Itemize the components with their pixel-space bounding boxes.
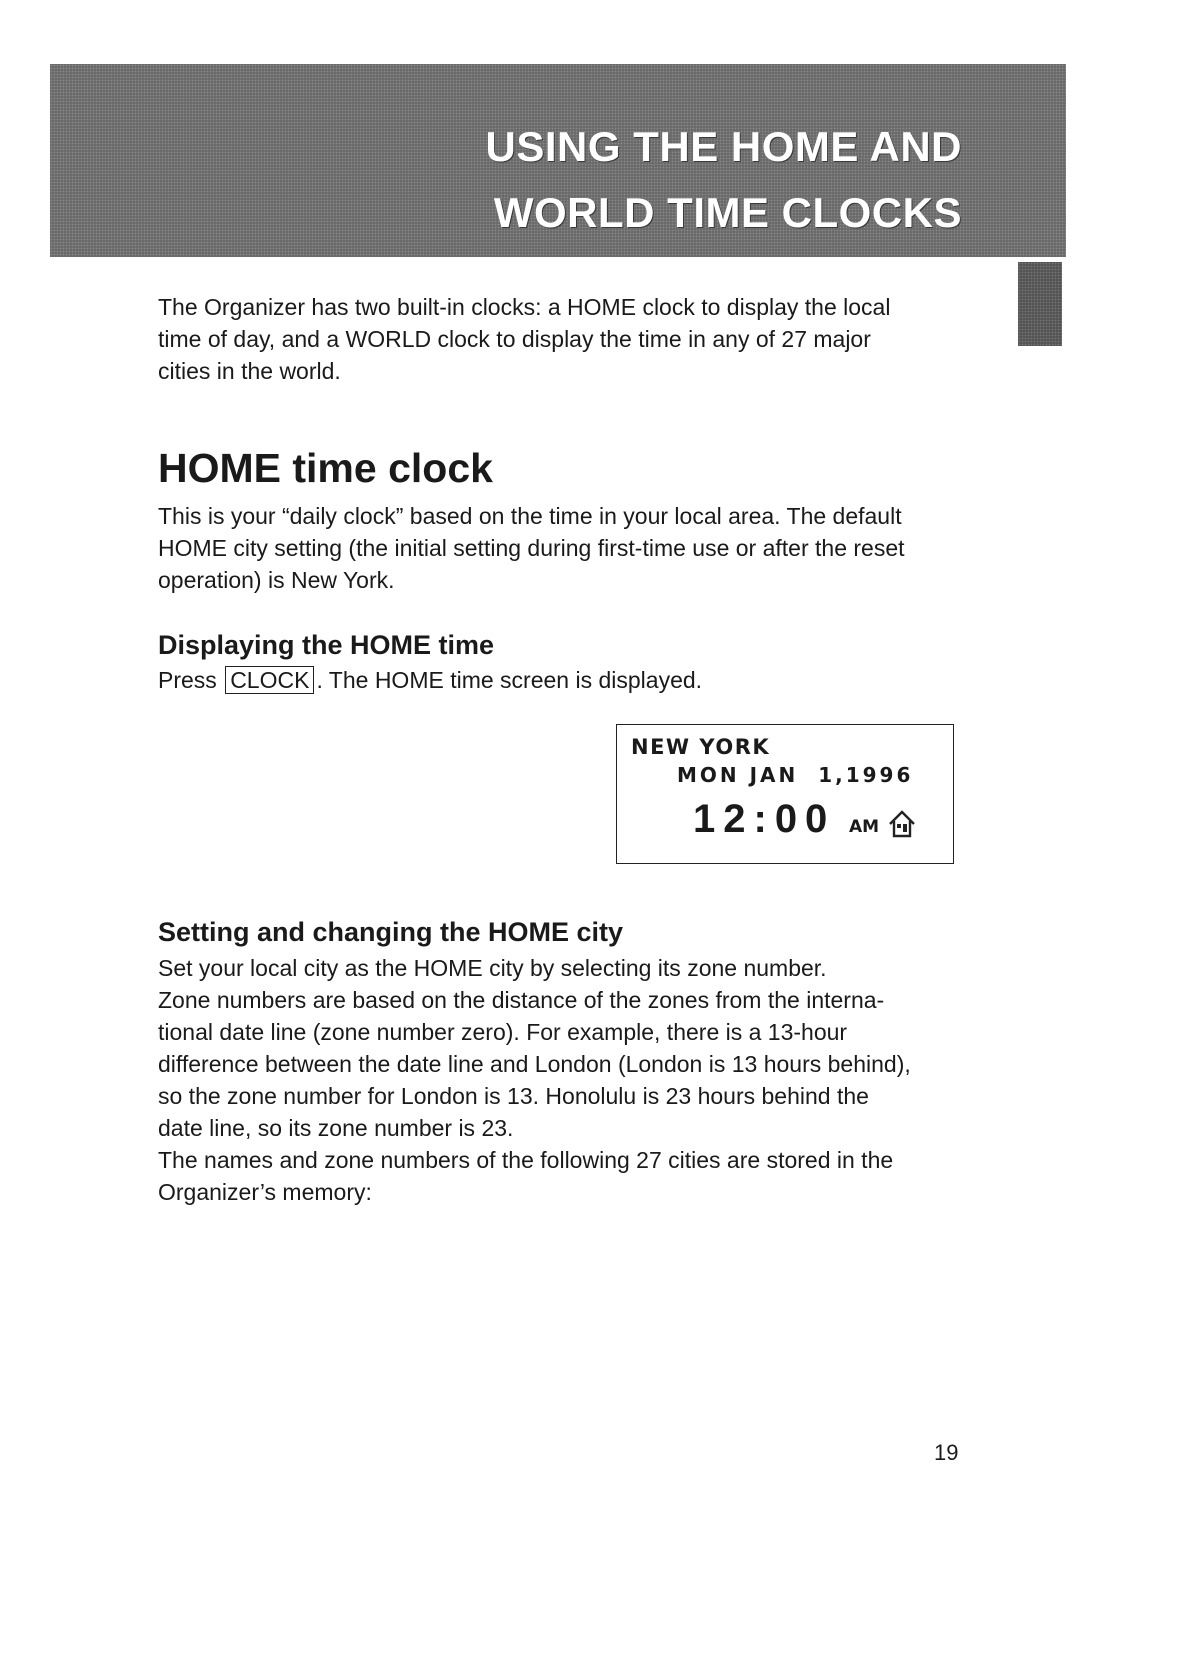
section-paragraph xyxy=(158,500,958,596)
set-home-line-5: so the zone number for London is 13. Honolulu is 23 hours behind the xyxy=(158,1083,869,1109)
press-text: Press xyxy=(158,667,217,693)
section-title: HOME time clock xyxy=(158,445,493,491)
set-home-line-1: Set your local city as the HOME city by selecting its zone number. xyxy=(158,955,827,981)
section-line-3: operation) is New York. xyxy=(158,567,395,593)
home-time-screen xyxy=(616,724,954,864)
press-after-text: . The HOME time screen is displayed. xyxy=(316,667,703,693)
set-home-line-6: date line, so its zone number is 23. xyxy=(158,1115,514,1141)
lcd-time: 12:00 xyxy=(693,797,836,841)
set-home-line-4: difference between the date line and London (London is 13 hours behind), xyxy=(158,1051,911,1077)
lcd-date: MON JAN 1,1996 xyxy=(677,763,914,787)
chapter-title-line-2: WORLD TIME CLOCKS xyxy=(493,189,962,236)
section-line-1: This is your “daily clock” based on the time in your local area. The default xyxy=(158,503,902,529)
set-home-heading: Setting and changing the HOME city xyxy=(158,917,624,947)
set-home-paragraph xyxy=(158,952,958,1208)
set-home-line-2: Zone numbers are based on the distance of the zones from the interna- xyxy=(158,987,885,1013)
chapter-banner xyxy=(50,64,1066,257)
intro-line-2: time of day, and a WORLD clock to display the time in any of 27 major xyxy=(158,326,871,352)
display-home-heading: Displaying the HOME time xyxy=(158,630,495,660)
intro-paragraph xyxy=(158,291,958,387)
display-home-instruction xyxy=(158,664,958,696)
chapter-side-tab xyxy=(1018,262,1062,346)
lcd-city: NEW YORK xyxy=(631,735,771,759)
page-number: 19 xyxy=(934,1440,959,1465)
section-line-2: HOME city setting (the initial setting during first-time use or after the reset xyxy=(158,535,905,561)
set-home-line-8: Organizer’s memory: xyxy=(158,1179,372,1205)
set-home-line-7: The names and zone numbers of the following 27 cities are stored in the xyxy=(158,1147,894,1173)
clock-key: CLOCK xyxy=(225,666,314,694)
lcd-ampm: AM xyxy=(849,817,880,837)
intro-line-1: The Organizer has two built-in clocks: a HOME clock to display the local xyxy=(158,294,891,320)
intro-line-3: cities in the world. xyxy=(158,358,341,384)
set-home-line-3: tional date line (zone number zero). For example, there is a 13-hour xyxy=(158,1019,848,1045)
chapter-title-line-1: USING THE HOME AND xyxy=(485,123,962,170)
home-icon xyxy=(887,809,917,839)
chapter-title xyxy=(486,114,962,246)
